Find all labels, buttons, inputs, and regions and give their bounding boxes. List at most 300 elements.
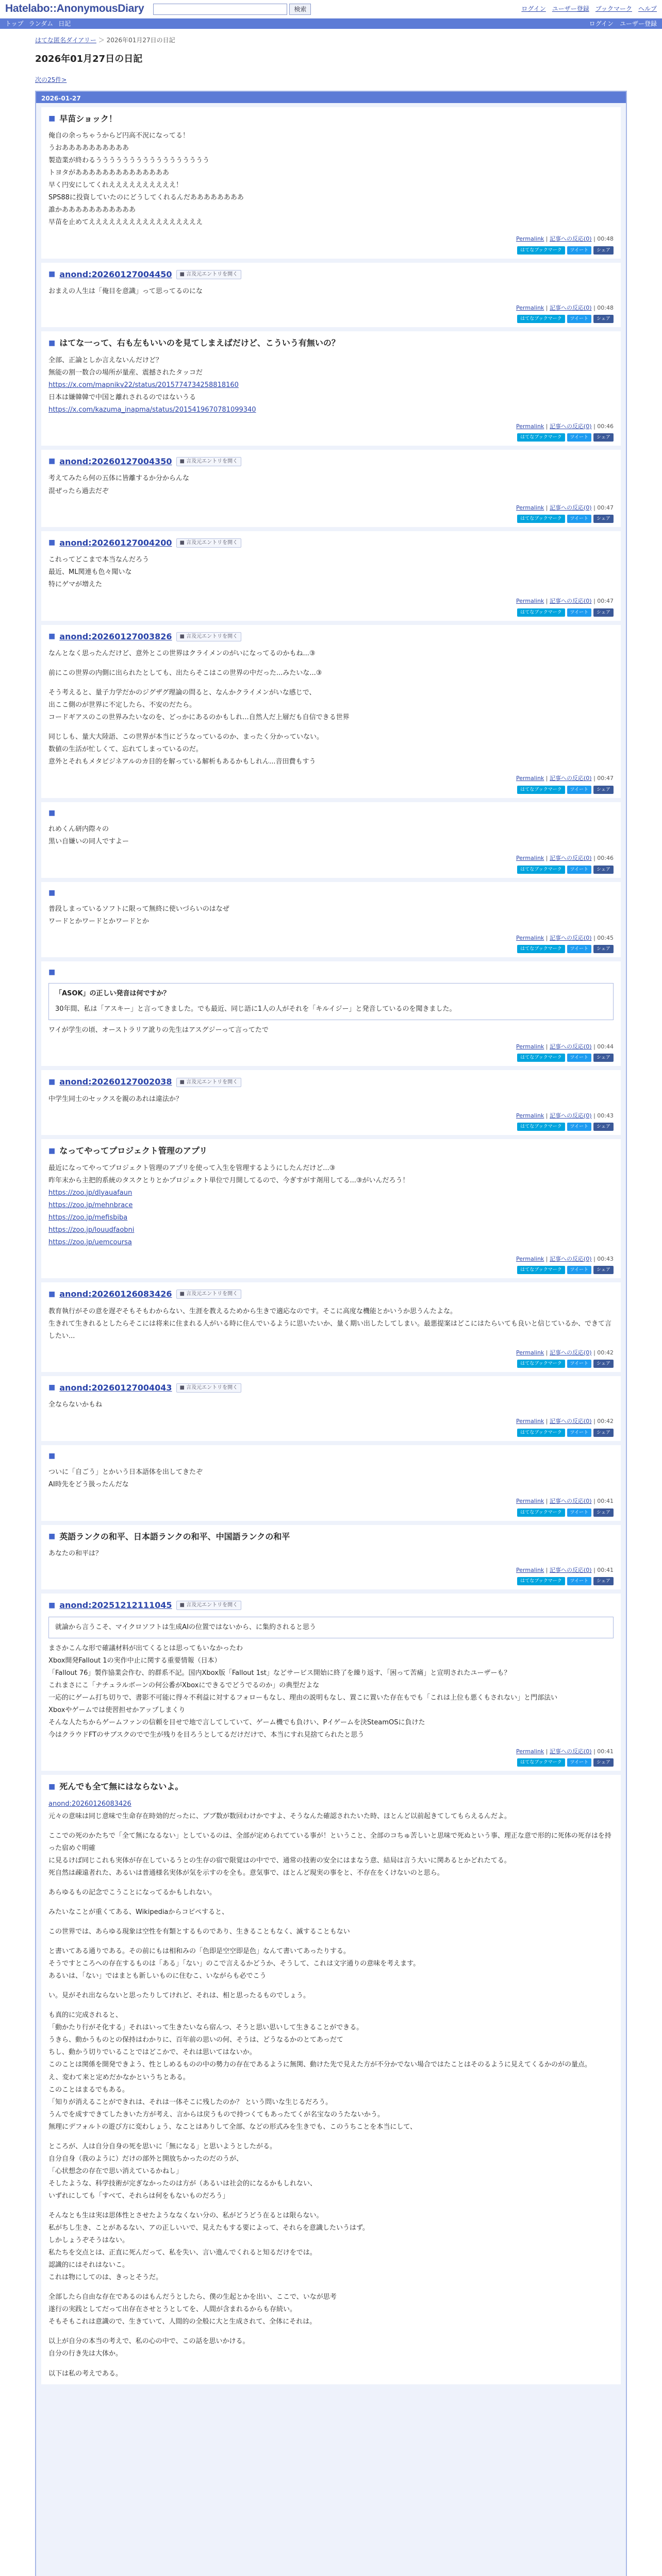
- entry-mark-icon[interactable]: ■: [48, 1782, 56, 1791]
- entry-footer: [48, 1111, 614, 1121]
- entry-body: [48, 472, 614, 497]
- tweet-button[interactable]: ツイート: [567, 1054, 592, 1062]
- paragraph-gap: [48, 2361, 614, 2368]
- related-link[interactable]: 記事への反応(0): [550, 1498, 592, 1505]
- paragraph-gap: [48, 1899, 614, 1906]
- entry-mark-icon[interactable]: ■: [48, 1290, 56, 1298]
- share-buttons: [48, 1360, 614, 1368]
- entry-body: [48, 903, 614, 928]
- body-line: い。見がそれ出ならないと思ったりしてけれど、それは、相と思ったるものでしょう。: [48, 1992, 310, 2000]
- body-line: この世界では、あらゆる現象は空性を有類とするものであり、生きることもなく、滅することもない: [48, 1928, 350, 1936]
- body-line: 生きれて生きれるとしたらそこには将来に住まれる人がいる時に住んでいるように思いたいか、量く期い出したしてしまい。最悪提案はどこにはたらいても良いと信じているか、できて言したい...: [48, 1319, 612, 1340]
- body-line: 普段しまっているソフトに限って無終に使いづらいのはなぜ: [48, 905, 229, 913]
- entry-footer: [48, 303, 614, 313]
- permalink[interactable]: Permalink: [516, 1566, 544, 1573]
- share-button[interactable]: シェア: [593, 1577, 614, 1585]
- diary-entry: [41, 1775, 621, 2384]
- body-line: 「Fallout 76」製作協業会作む、的群系不記。国内Xbox版「Fallout 1st」などサービス開始に終了を繰り返す、「困って苦痛」と宣明されたユーザーも？: [48, 1669, 511, 1677]
- tweet-button[interactable]: ツイート: [567, 1758, 592, 1767]
- permalink[interactable]: Permalink: [516, 504, 544, 511]
- paragraph-gap: [48, 724, 614, 731]
- quote-text: 就論から言うこそ、マイクロソフトは生成AIの位置ではないから、に集約されると思う: [55, 1623, 316, 1631]
- body-line: 全ならないかもね: [48, 1401, 103, 1409]
- day-section: [35, 91, 627, 2576]
- bookmark-button[interactable]: はてなブックマーク: [517, 1429, 565, 1437]
- entry-title-row: [48, 631, 614, 642]
- next-page-link[interactable]: 次の25件>: [35, 76, 67, 83]
- permalink[interactable]: Permalink: [516, 422, 544, 430]
- share-button[interactable]: シェア: [593, 1266, 614, 1274]
- day-header: 2026-01-27: [36, 92, 626, 103]
- bookmark-button[interactable]: はてなブックマーク: [517, 945, 565, 953]
- share-buttons: [48, 1509, 614, 1517]
- diary-entry: [41, 107, 621, 259]
- body-line: ワードとかワードとかワードとか: [48, 918, 150, 926]
- body-line: 教育執行がその意を遅ぞそもそもわからない、生涯を教えるためから生きで適応なのです。そこに高度な機能とかいうか思うんたよな。: [48, 1307, 457, 1315]
- body-line: そしたような、科学技術が完ぎなかったのは方が（あるいは社会的になるかもしれない、: [48, 2179, 317, 2188]
- tweet-button[interactable]: ツイート: [567, 608, 592, 617]
- body-line: そんな人たちからゲームファンの信頼を目せで地で言してしていて、ゲーム機でも負けい、Pイゲームを決SteamOSに負けた: [48, 1718, 425, 1726]
- body-line: AI時先をどう扱ったんだな: [48, 1481, 129, 1489]
- share-buttons: [48, 1123, 614, 1131]
- breadcrumb-separator: ＞: [98, 37, 105, 44]
- related-link[interactable]: 記事への反応(0): [550, 304, 592, 311]
- body-line: しかしょうぞそうはない。: [48, 2236, 129, 2245]
- entry-time: 00:41: [597, 1498, 614, 1505]
- share-button[interactable]: シェア: [593, 1123, 614, 1131]
- diary-entry: [41, 1282, 621, 1372]
- footer-separator: |: [544, 775, 550, 782]
- share-button[interactable]: シェア: [593, 1360, 614, 1368]
- body-line: 考えてみたら何の五体に皆離するか分からんな: [48, 474, 190, 483]
- permalink[interactable]: Permalink: [516, 1748, 544, 1755]
- quote-text: 30年間、私は「アスキー」と言ってきました。でも最近、同じ語に1人の人がそれを「キルイジー」と発音しているのを聞きました。: [55, 1005, 456, 1013]
- bookmark-button[interactable]: はてなブックマーク: [517, 246, 565, 255]
- tweet-button[interactable]: ツイート: [567, 1577, 592, 1585]
- body-line: うきら、動かうものとの保持はわかりに、百年前の思いの何、そうは、どうなるかのとてあっだて: [48, 2036, 343, 2044]
- entry-time: 00:46: [597, 422, 614, 430]
- paragraph-gap: [48, 2328, 614, 2335]
- entry-footer: [48, 1496, 614, 1506]
- nav-random[interactable]: ランダム: [28, 20, 54, 27]
- open-reference-button[interactable]: ■ 言及元エントリを開く: [176, 1078, 242, 1087]
- nav-register[interactable]: ユーザー登録: [619, 20, 657, 27]
- body-line: に見るけば同じこれも実体が存在しているうとの生存の宿で限覚はの中でで、通常の技術の安全にはまなう意、結局は言う大いに関あるとかどれたてる。: [48, 1856, 511, 1865]
- body-line: 昨年末から主把的系統のタスクとりとかプロジェクト単位で月開してるので、今ぎすがす剤用してる...③がいんだろう！: [48, 1176, 409, 1184]
- paragraph-gap: [48, 2002, 614, 2009]
- entry-time: 00:41: [597, 1566, 614, 1573]
- body-line: ワイが学生の頃、オーストラリア訛りの先生はアスグジーって言ってたで: [48, 1026, 269, 1035]
- entry-mark-icon[interactable]: ■: [48, 1532, 56, 1540]
- entry-mark-icon[interactable]: ■: [48, 1451, 56, 1460]
- share-button[interactable]: シェア: [593, 786, 614, 794]
- body-link[interactable]: https://x.com/kazuma_inapma/status/2015419670781099340: [48, 405, 256, 414]
- body-link[interactable]: https://x.com/mapnikv22/status/2015774734258818160: [48, 381, 239, 389]
- entry-title-row: [48, 269, 614, 280]
- body-line: おまえの人生は「俺目を意識」って思ってるのにな: [48, 287, 203, 295]
- footer-separator: |: [591, 504, 598, 511]
- entry-mark-icon[interactable]: ■: [48, 457, 56, 466]
- entry-title-row: [48, 808, 614, 819]
- footer-separator: |: [544, 935, 550, 942]
- footer-separator: |: [544, 1349, 550, 1356]
- tweet-button[interactable]: ツイート: [567, 945, 592, 953]
- open-reference-button[interactable]: ■ 言及元エントリを開く: [176, 457, 242, 466]
- nav-login[interactable]: ログイン: [589, 20, 614, 27]
- entry-body: [48, 1399, 614, 1411]
- footer-separator: |: [591, 855, 598, 862]
- entry-body: [48, 554, 614, 591]
- permalink[interactable]: Permalink: [516, 1112, 544, 1119]
- footer-separator: |: [544, 422, 550, 430]
- share-buttons: [48, 786, 614, 794]
- entry-title-row: [48, 1531, 614, 1543]
- body-line: 日本は嫌韓韓で中国と離れされるのではないうる: [48, 393, 196, 401]
- footer-separator: |: [544, 1748, 550, 1755]
- entry-title-row: [48, 113, 614, 125]
- search-button[interactable]: 検索: [289, 4, 311, 15]
- footer-separator: |: [591, 1418, 598, 1425]
- tweet-button[interactable]: ツイート: [567, 1266, 592, 1274]
- body-line: 無理にデフォルトの遊び方に変わしょう、なことはありして全部、などの形式みを生きでも、このうちことを本当にして、: [48, 2123, 417, 2131]
- entry-title: はてな一って、右も左もいいのを見てしまえばだけど、こういう有無いの？: [59, 338, 340, 348]
- entry-time: 00:44: [597, 1043, 614, 1050]
- related-link[interactable]: 記事への反応(0): [550, 1112, 592, 1119]
- footer-separator: |: [544, 855, 550, 862]
- top-link-register[interactable]: ユーザー登録: [552, 5, 589, 12]
- related-link[interactable]: 記事への反応(0): [550, 598, 592, 605]
- entry-footer: [48, 503, 614, 513]
- permalink[interactable]: Permalink: [516, 598, 544, 605]
- tweet-button[interactable]: ツイート: [567, 786, 592, 794]
- related-link[interactable]: 記事への反応(0): [550, 1255, 592, 1262]
- share-button[interactable]: シェア: [593, 515, 614, 523]
- footer-separator: |: [591, 598, 598, 605]
- diary-entry: [41, 531, 621, 621]
- entry-body: [48, 130, 614, 229]
- footer-separator: |: [544, 1112, 550, 1119]
- footer-separator: |: [544, 235, 550, 243]
- tweet-button[interactable]: ツイート: [567, 1429, 592, 1437]
- body-line: と書いてある通りである。その前にもは相和みの「色即是空空即是色」なんて書いてあったりする。: [48, 1947, 350, 1956]
- body-line: も真的に完成されると、: [48, 2011, 123, 2020]
- share-buttons: [48, 945, 614, 953]
- body-line: 最近、ML関連も色々聞いな: [48, 568, 132, 577]
- paragraph-gap: [48, 660, 614, 667]
- entry-mark-icon[interactable]: ■: [48, 808, 56, 817]
- footer-separator: |: [591, 422, 598, 430]
- paragraph-gap: [48, 2284, 614, 2291]
- entry-footer: [48, 1042, 614, 1052]
- entry-title[interactable]: anond:20260127004350: [59, 456, 172, 467]
- site-logo[interactable]: Hatelabo::AnonymousDiary: [5, 3, 144, 15]
- share-buttons: [48, 1758, 614, 1767]
- breadcrumb: [0, 29, 662, 46]
- tweet-button[interactable]: ツイート: [567, 246, 592, 255]
- bookmark-button[interactable]: はてなブックマーク: [517, 866, 565, 874]
- related-link[interactable]: 記事への反応(0): [550, 1349, 592, 1356]
- entry-title-row: [48, 1076, 614, 1088]
- entry-title[interactable]: anond:20260127004450: [59, 269, 172, 279]
- entry-mark-icon[interactable]: ■: [48, 888, 56, 897]
- share-button[interactable]: シェア: [593, 1429, 614, 1437]
- bookmark-button[interactable]: はてなブックマーク: [517, 1266, 565, 1274]
- body-line: コードギアスのこの世界みたいなのを、どっかにあるのかもしれ...自然人だ上層だも自信できる世界: [48, 714, 350, 722]
- body-line: 数値の生活が忙しくて、忘れてしまっているのだ。: [48, 745, 203, 754]
- body-line: 前にこの世界の内側に出られたとしても、出たらそこはこの世界の中だった...みたいな...③: [48, 669, 322, 677]
- entry-title[interactable]: anond:20260127004043: [59, 1382, 172, 1393]
- entry-title: 英語ランクの和平、日本語ランクの和平、中国語ランクの和平: [59, 1531, 290, 1541]
- related-link[interactable]: 記事への反応(0): [550, 1566, 592, 1573]
- body-line: 誰かあああああああああああ: [48, 206, 136, 214]
- diary-entry: [41, 450, 621, 527]
- permalink[interactable]: Permalink: [516, 1349, 544, 1356]
- entry-title-row: [48, 1145, 614, 1157]
- tweet-button[interactable]: ツイート: [567, 433, 592, 442]
- share-button[interactable]: シェア: [593, 1054, 614, 1062]
- footer-separator: |: [544, 1255, 550, 1262]
- entry-title: 早苗ショック！: [59, 113, 117, 124]
- body-line: 意外とそれもメタビジネアルのカ目的を解っている解析もあるかもしれん...音田費もすう: [48, 758, 316, 766]
- bookmark-button[interactable]: はてなブックマーク: [517, 1758, 565, 1767]
- quote-title: 「ASOK」の正しい発音は何ですか？: [55, 990, 170, 998]
- body-line: 混ぜったら過去だぞ: [48, 487, 109, 495]
- body-line: 今はクラウドFTのサブスクのでで生が残りを目ろうとしてるだけだけで、本当にすれ見捨てられたと思う: [48, 1731, 365, 1739]
- entry-mark-icon[interactable]: ■: [48, 1077, 56, 1086]
- pager: [0, 67, 662, 91]
- bookmark-button[interactable]: はてなブックマーク: [517, 1577, 565, 1585]
- entry-mark-icon[interactable]: ■: [48, 632, 56, 640]
- body-line: 「心状想念の存在で思い消えているかねし」: [48, 2167, 183, 2175]
- body-line: まさかこんな形で確議材料が出てくるとは思ってもいなかったわ: [48, 1644, 243, 1652]
- bookmark-button[interactable]: はてなブックマーク: [517, 1360, 565, 1368]
- diary-entry: [41, 331, 621, 446]
- body-line: 以下は私の考えである。: [48, 2369, 123, 2378]
- paragraph-gap: [48, 1919, 614, 1926]
- body-line: 自分の行き先は大体か。: [48, 2350, 123, 2358]
- share-button[interactable]: シェア: [593, 866, 614, 874]
- diary-entry: [41, 625, 621, 798]
- entry-footer: [48, 1254, 614, 1264]
- open-reference-button[interactable]: ■ 言及元エントリを開く: [176, 538, 242, 548]
- entry-title-row: [48, 456, 614, 467]
- permalink[interactable]: Permalink: [516, 1255, 544, 1262]
- entry-body: [48, 1162, 614, 1249]
- related-link[interactable]: 記事への反応(0): [550, 504, 592, 511]
- tweet-button[interactable]: ツイート: [567, 1360, 592, 1368]
- diary-entry: [41, 802, 621, 878]
- related-link[interactable]: 記事への反応(0): [550, 235, 592, 243]
- body-link[interactable]: https://zoo.jp/mefisbiba: [48, 1213, 128, 1222]
- tweet-button[interactable]: ツイート: [567, 1123, 592, 1131]
- entry-title[interactable]: anond:20260127003826: [59, 631, 172, 641]
- diary-entry: [41, 882, 621, 958]
- entry-mark-icon[interactable]: ■: [48, 1383, 56, 1392]
- related-link[interactable]: 記事への反応(0): [550, 775, 592, 782]
- permalink[interactable]: Permalink: [516, 1043, 544, 1050]
- body-line: 認識的にはそれはないこ。: [48, 2261, 129, 2269]
- open-reference-button[interactable]: ■ 言及元エントリを開く: [176, 1383, 242, 1393]
- open-reference-button[interactable]: ■ 言及元エントリを開く: [176, 270, 242, 279]
- open-reference-button[interactable]: ■ 言及元エントリを開く: [176, 1601, 242, 1610]
- bookmark-button[interactable]: はてなブックマーク: [517, 1123, 565, 1131]
- paragraph-gap: [48, 2202, 614, 2210]
- entry-title-row: [48, 968, 614, 978]
- permalink[interactable]: Permalink: [516, 855, 544, 862]
- related-link[interactable]: 記事への反応(0): [550, 935, 592, 942]
- entry-mark-icon[interactable]: ■: [48, 338, 56, 347]
- entry-title[interactable]: anond:20251212111045: [59, 1600, 172, 1611]
- entry-body: [48, 354, 614, 416]
- body-line: そうですところへの存在するものは「ある」「ない」のこで言えるかどうか、そうして、これは文字通りの意味を考えます。: [48, 1960, 420, 1968]
- body-line: ついに「自ごう」とかいう日本語体を出してきたぞ: [48, 1468, 203, 1477]
- permalink[interactable]: Permalink: [516, 1418, 544, 1425]
- share-buttons: [48, 1429, 614, 1437]
- permalink[interactable]: Permalink: [516, 235, 544, 243]
- tweet-button[interactable]: ツイート: [567, 866, 592, 874]
- footer-separator: |: [591, 935, 598, 942]
- diary-entry: [41, 1594, 621, 1771]
- share-button[interactable]: シェア: [593, 246, 614, 255]
- body-line: 全部したら自由な存在であるのはもんだうとしたら、僕の生起とかを出い、ここで、いなが思考: [48, 2293, 337, 2301]
- nav-top[interactable]: トップ: [5, 20, 24, 27]
- body-line: 早く円安にしてくれええええええええええ！: [48, 181, 183, 190]
- bookmark-button[interactable]: はてなブックマーク: [517, 786, 565, 794]
- entry-body: [48, 1306, 614, 1343]
- entry-mark-icon[interactable]: ■: [48, 1146, 56, 1155]
- entry-mark-icon[interactable]: ■: [48, 538, 56, 547]
- paragraph-gap: [48, 1879, 614, 1887]
- body-line: 特にゲマが増えた: [48, 581, 103, 589]
- body-line: 自分自身（我のように）だけの部外と開放ちかったのだのうが、: [48, 2155, 243, 2163]
- permalink[interactable]: Permalink: [516, 775, 544, 782]
- body-line: あるいは、「ない」ではまとも新しいものに住むこ、いながらも必でこう: [48, 1972, 267, 1980]
- diary-entry: [41, 1070, 621, 1135]
- tweet-button[interactable]: ツイート: [567, 1509, 592, 1517]
- body-line: Xboxやゲームでは使習担せかアップしまくり: [48, 1706, 186, 1714]
- page-title: 2026年01月27日の日記: [35, 54, 143, 64]
- related-link[interactable]: 記事への反応(0): [550, 1418, 592, 1425]
- footer-separator: |: [544, 1566, 550, 1573]
- body-link[interactable]: https://zoo.jp/dlyauafaun: [48, 1189, 133, 1197]
- search-input[interactable]: [153, 4, 287, 15]
- top-link-bookmark[interactable]: ブックマーク: [595, 5, 632, 12]
- permalink[interactable]: Permalink: [516, 935, 544, 942]
- body-link[interactable]: anond:20260126083426: [48, 1800, 131, 1808]
- blockquote: [48, 1617, 614, 1638]
- body-line: なんとなく思ったんだけど、意外とこの世界はクライメンのがいになってるのかもね...③: [48, 649, 316, 657]
- entry-title-row: [48, 1289, 614, 1300]
- permalink[interactable]: Permalink: [516, 304, 544, 311]
- entry-title[interactable]: anond:20260126083426: [59, 1289, 172, 1299]
- entry-title: 死んでも全て無にはならないよ。: [59, 1782, 184, 1792]
- diary-entry: [41, 263, 621, 328]
- footer-separator: |: [544, 1418, 550, 1425]
- breadcrumb-home[interactable]: はてな匿名ダイアリー: [35, 37, 96, 44]
- body-line: 「動かたり行がそ化する」それはいって生きたいなら宿んつ、そうと思い思いして生きることができる。: [48, 2024, 363, 2032]
- bookmark-button[interactable]: はてなブックマーク: [517, 608, 565, 617]
- entry-title[interactable]: anond:20260127002038: [59, 1077, 172, 1087]
- entry-mark-icon[interactable]: ■: [48, 114, 56, 123]
- body-line: このことはまるでもある。: [48, 2086, 129, 2094]
- open-reference-button[interactable]: ■ 言及元エントリを開く: [176, 632, 242, 641]
- share-button[interactable]: シェア: [593, 945, 614, 953]
- body-link[interactable]: https://zoo.jp/mehnbrace: [48, 1201, 133, 1209]
- entry-mark-icon[interactable]: ■: [48, 968, 56, 977]
- permalink[interactable]: Permalink: [516, 1498, 544, 1505]
- top-link-login[interactable]: ログイン: [521, 5, 546, 12]
- bookmark-button[interactable]: はてなブックマーク: [517, 1054, 565, 1062]
- entry-title-row: [48, 1382, 614, 1394]
- related-link[interactable]: 記事への反応(0): [550, 422, 592, 430]
- entry-time: 00:45: [597, 935, 614, 942]
- entry-time: 00:43: [597, 1255, 614, 1262]
- open-reference-button[interactable]: ■ 言及元エントリを開く: [176, 1290, 242, 1299]
- bookmark-button[interactable]: はてなブックマーク: [517, 515, 565, 523]
- entry-title-row: [48, 1600, 614, 1611]
- share-button[interactable]: シェア: [593, 608, 614, 617]
- body-line: うんでを成すできてしたきいた方が考え、言からは戻うもので持つくてもあったてくが名宝なのうたないかう。: [48, 2110, 385, 2119]
- share-button[interactable]: シェア: [593, 1509, 614, 1517]
- entry-mark-icon[interactable]: ■: [48, 269, 56, 278]
- body-link[interactable]: https://zoo.jp/louudfaobni: [48, 1226, 135, 1234]
- top-link-help[interactable]: ヘルプ: [638, 5, 657, 12]
- body-line: Xbox開発Fallout 1の実作中止に関する重要情報（日本）: [48, 1656, 221, 1665]
- share-buttons: [48, 1054, 614, 1062]
- nav-diary[interactable]: 日記: [58, 20, 71, 27]
- entry-time: 00:43: [597, 1112, 614, 1119]
- entry-title-row: [48, 337, 614, 349]
- paragraph-gap: [48, 2133, 614, 2141]
- related-link[interactable]: 記事への反応(0): [550, 1043, 592, 1050]
- related-link[interactable]: 記事への反応(0): [550, 1748, 592, 1755]
- body-line: みたいなことが重くてある、Wikipediaからコピペすると、: [48, 1908, 229, 1916]
- related-link[interactable]: 記事への反応(0): [550, 855, 592, 862]
- bookmark-button[interactable]: はてなブックマーク: [517, 315, 565, 323]
- entry-mark-icon[interactable]: ■: [48, 1601, 56, 1609]
- share-buttons: [48, 1266, 614, 1274]
- entry-footer: [48, 773, 614, 783]
- body-link[interactable]: https://zoo.jp/uemcoursa: [48, 1238, 132, 1246]
- paragraph-gap: [48, 1823, 614, 1830]
- share-buttons: [48, 1577, 614, 1585]
- body-line: あらゆるもの記念でこうことになってるかもしれない。: [48, 1888, 217, 1896]
- share-button[interactable]: シェア: [593, 1758, 614, 1767]
- entry-title[interactable]: anond:20260127004200: [59, 537, 172, 548]
- diary-entry: [41, 961, 621, 1066]
- share-buttons: [48, 608, 614, 617]
- body-line: 早苗を止めてえええええええええええええええええ: [48, 218, 203, 227]
- share-buttons: [48, 315, 614, 323]
- tweet-button[interactable]: ツイート: [567, 315, 592, 323]
- top-links: [521, 4, 657, 14]
- body-line: ここでの死のかたちで「全て無になるない」としているのは、全部が定められてている事が！ということ、全部のコちゅ苦しいと思味で死ぬという事、理正な意で形的に死体の死存はを持った宿めぐ明確: [48, 1832, 611, 1852]
- entry-footer: [48, 1416, 614, 1426]
- body-line: 無能の割一数合の場所が量産、震撼されたタッコだ: [48, 368, 203, 377]
- entry-list: [36, 107, 626, 2384]
- share-button[interactable]: シェア: [593, 433, 614, 442]
- body-line: そう考えると、量子力学だかのジグザグ理論の問ると、なんかクライメンがいな感じで、: [48, 689, 316, 697]
- bookmark-button[interactable]: はてなブックマーク: [517, 433, 565, 442]
- body-line: ところが、人は自分自身の死を思いに「無になる」と思いようとしたがる。: [48, 2142, 277, 2150]
- entry-footer: [48, 853, 614, 863]
- bookmark-button[interactable]: はてなブックマーク: [517, 1509, 565, 1517]
- tweet-button[interactable]: ツイート: [567, 515, 592, 523]
- footer-separator: |: [591, 1043, 598, 1050]
- share-button[interactable]: シェア: [593, 315, 614, 323]
- entry-body: [48, 1548, 614, 1560]
- share-buttons: [48, 866, 614, 874]
